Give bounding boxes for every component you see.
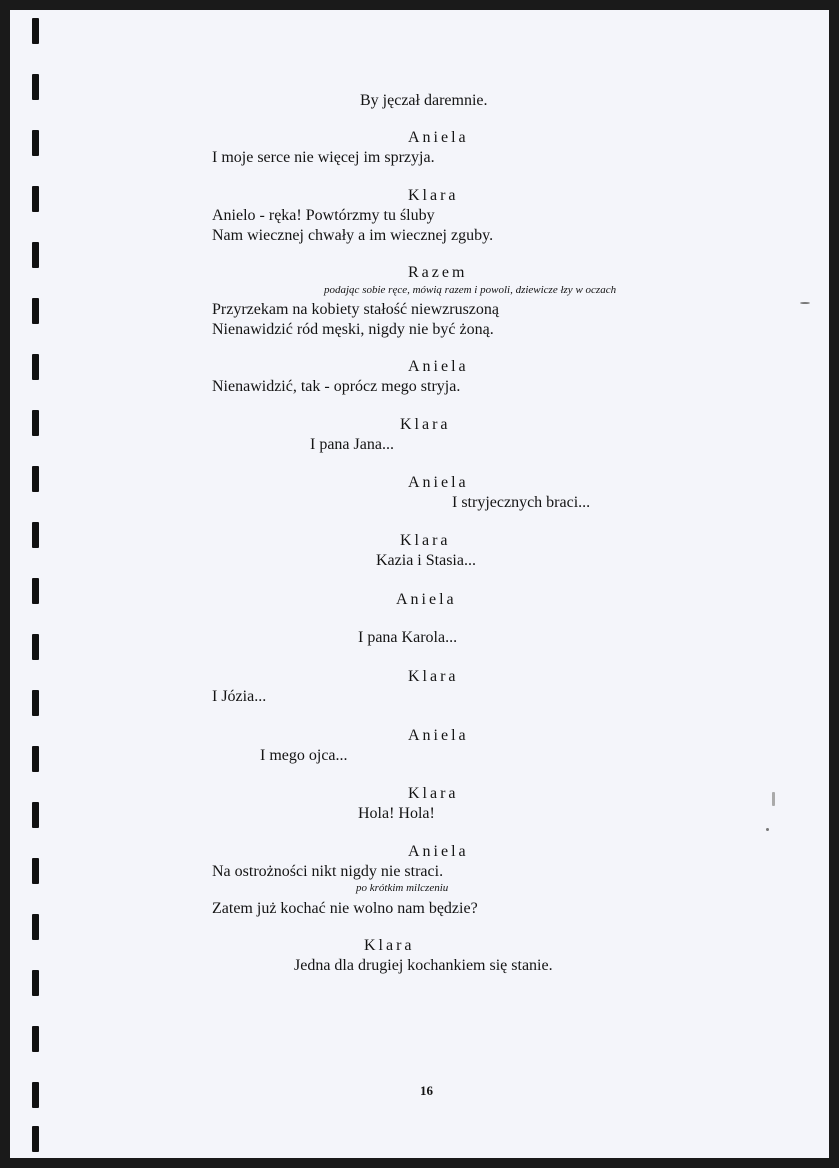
binding-mark bbox=[32, 1026, 39, 1052]
binding-mark bbox=[32, 242, 39, 268]
speaker-name: Klara bbox=[364, 937, 415, 954]
script-page bbox=[10, 10, 829, 1158]
speaker-name: Klara bbox=[408, 187, 459, 204]
binding-mark bbox=[32, 354, 39, 380]
speaker-name: Aniela bbox=[408, 358, 469, 375]
dialogue-line: Kazia i Stasia... bbox=[376, 552, 476, 569]
binding-mark bbox=[32, 858, 39, 884]
binding-mark bbox=[32, 914, 39, 940]
binding-mark bbox=[32, 1126, 39, 1152]
stage-direction: podając sobie ręce, mówią razem i powoli, dziewicze łzy w oczach bbox=[324, 284, 617, 296]
dialogue-line: Anielo - ręka! Powtórzmy tu śluby bbox=[212, 207, 435, 224]
binding-mark bbox=[32, 746, 39, 772]
dialogue-line: By jęczał daremnie. bbox=[360, 92, 488, 109]
speaker-name: Aniela bbox=[408, 474, 469, 491]
speaker-name: Aniela bbox=[408, 843, 469, 860]
dialogue-line: Hola! Hola! bbox=[358, 805, 435, 822]
dialogue-line: I Józia... bbox=[212, 688, 267, 705]
dialogue-line: Przyrzekam na kobiety stałość niewzruszoną bbox=[212, 301, 500, 318]
speaker-name: Razem bbox=[408, 264, 468, 281]
dialogue-line: Zatem już kochać nie wolno nam będzie? bbox=[212, 900, 478, 917]
binding-mark bbox=[32, 74, 39, 100]
binding-mark bbox=[32, 130, 39, 156]
binding-mark bbox=[32, 298, 39, 324]
binding-mark bbox=[32, 1082, 39, 1108]
dialogue-line: Nam wiecznej chwały a im wiecznej zguby. bbox=[212, 227, 494, 244]
speaker-name: Klara bbox=[408, 668, 459, 685]
speaker-name: Klara bbox=[400, 532, 451, 549]
binding-mark bbox=[32, 690, 39, 716]
binding-mark bbox=[32, 634, 39, 660]
speaker-name: Klara bbox=[408, 785, 459, 802]
scan-speck bbox=[800, 302, 810, 304]
binding-mark bbox=[32, 18, 39, 44]
dialogue-line: I mego ojca... bbox=[260, 747, 348, 764]
dialogue-line: Jedna dla drugiej kochankiem się stanie. bbox=[294, 957, 553, 974]
scan-speck bbox=[772, 792, 775, 806]
speaker-name: Klara bbox=[400, 416, 451, 433]
dialogue-line: I stryjecznych braci... bbox=[452, 494, 591, 511]
speaker-name: Aniela bbox=[408, 129, 469, 146]
dialogue-line: I pana Jana... bbox=[310, 436, 394, 453]
dialogue-line: Nienawidzić ród męski, nigdy nie być żoną. bbox=[212, 321, 494, 338]
binding-mark bbox=[32, 186, 39, 212]
dialogue-line: Nienawidzić, tak - oprócz mego stryja. bbox=[212, 378, 461, 395]
speaker-name: Aniela bbox=[408, 727, 469, 744]
binding-mark bbox=[32, 802, 39, 828]
stage-direction: po krótkim milczeniu bbox=[356, 882, 449, 894]
scan-speck bbox=[766, 828, 769, 831]
speaker-name: Aniela bbox=[396, 591, 457, 608]
binding-mark bbox=[32, 522, 39, 548]
dialogue-line: I pana Karola... bbox=[358, 629, 458, 646]
dialogue-line: Na ostrożności nikt nigdy nie straci. bbox=[212, 863, 444, 880]
binding-mark bbox=[32, 466, 39, 492]
binding-mark bbox=[32, 578, 39, 604]
binding-mark bbox=[32, 970, 39, 996]
binding-mark bbox=[32, 410, 39, 436]
page-number: 16 bbox=[420, 1083, 433, 1098]
dialogue-line: I moje serce nie więcej im sprzyja. bbox=[212, 149, 435, 166]
